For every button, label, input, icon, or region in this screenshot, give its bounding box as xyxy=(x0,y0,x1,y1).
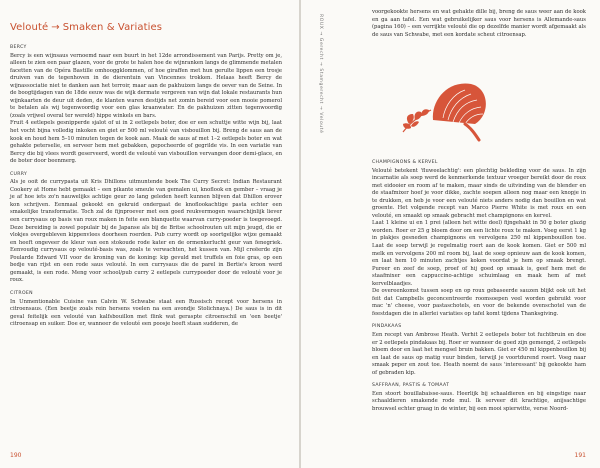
paragraph: De overeenkomst tussen soep en op roux gebaseerde sauzen blijkt ook uit het feit dat Campbells geconcentreerde roomsoepen veel worden gebruikt voor mac 'n' cheese, voor pastaschotels, en voor de bekende ovenschotel van de feestdagen die in allerlei variaties op tafel komt tijdens Thanksgiving. xyxy=(372,288,586,317)
section-heading-champignons-kervel: CHAMPIGNONS & KERVEL xyxy=(372,160,438,165)
page-number-left: 190 xyxy=(10,452,22,459)
right-text-column xyxy=(372,159,586,414)
right-page xyxy=(301,0,600,468)
running-head-title: Velouté xyxy=(10,22,49,33)
paragraph: Laat 1 kleine ui en 1 prei (alleen het witte deel) fijngehakt in 50 g boter glazig worden. Roer er 25 g bloem door om een lichte roux te maken. Voeg eerst 1 kg in plakjes gesneden champignons en vervolgens 250 ml kippenbouillon toe. Laat de soep terwijl je regelmatig roert aan de kook komen. Giet er 500 ml melk en vervolgens 200 ml room bij, laat de soep opnieuw aan de kook komen, en laat hem 10 minuten zachtjes koken voordat je hem op smaak brengt. Pureer en zeef de soep, proef of hij goed op smaak is, geef hem met de staafmixer een cappuccino-achtige schuimlaag en maak hem af met kervelblaadjes. xyxy=(372,220,586,287)
arrow-icon: → xyxy=(51,22,60,33)
paragraph: voorgekookte hersens en wat gehakte dille bij, breng de saus weer aan de kook en ga aan tafel. Een wat gebruikelijker saus voor hersens is Allemande-saus (pagina 160) – een verrijkte velouté die op dezelfde manier wordt afgemaakt als de saus van Schwabe, met een kordate scheut citroensap. xyxy=(372,9,586,38)
left-text-column xyxy=(10,44,282,329)
herb-sprig xyxy=(403,109,431,132)
running-head xyxy=(10,22,162,33)
paragraph: Bercy is een wijnsaus vernoemd naar een buurt in het 12de arrondissement van Parijs. Pretty om je, alleen te zien een paar glazen, voor de grote te halen hoe de wijnranken langs de glimmende metalen facetten van de Opéra Bastille omhooggklommen, of hoe giraffen met hun gerulte lippen een trosje druiven van de tegenhoven in de dierentuin van Vincennes trokken. Helaas heeft Bercy de wijnassociatie niet te danken aan het terroir, maar aan de pakhuizen langs de oever van de Seine. In de boogtijdagen van de 18de eeuw was de wijk dermate vergeven van wijn dat lokale restaurants hun wijnkaarten de deur uit deden, de klanten waren destijds net zomin bereid voor een mooie pomerol te betalen als wij tegenwoordig voor een glas kraanwater. En de pakhuizen zitten tegenwoordig (zoals vrijwel overal ter wereld) hippe winkels en bars. xyxy=(10,52,282,119)
right-top-text xyxy=(372,9,586,39)
side-running-head: ROUX → Gerecht → Stamgerecht → Velouté xyxy=(318,14,323,134)
running-head-subtitle: Smaken & Variaties xyxy=(62,22,163,33)
paragraph: Fruit 4 eetlepels gesnipperde sjalot of ui in 2 eetlepels boter, doe er een schuttje witte wijn bij, laat het vocht bijna volledig inkoken en giet er 500 ml velouté van visbouillon bij. Breng de saus aan de kook en houd hem 5–10 minuten tegen de kook aan. Maak de saus af met 1–2 eetlepels boter en wat gehakte peterselie, en serveer hem met gebakken, gepocheerde of gegrilde vis. In een variatie van Bercy die bij vlees wordt geserveerd, wordt de velouté van visbouillon vervangen door demi-glace, en de boter door beenmerg. xyxy=(10,120,282,165)
section-heading-pindakaas: PINDAKAAS xyxy=(372,324,402,330)
mushroom-cap xyxy=(433,83,486,124)
left-page xyxy=(0,0,299,468)
paragraph: In Unmentionable Cuisine van Calvin W. Schwabe staat een Russisch recept voor hersens in citroensaus. (Een beetje zoals rein hersens voelen na een avondje Stolichnaya.) De saus is in dit geval feitelijk een velouté van kalfsbouillon met flink wat geraspte citroenschil en 'een beetje' citroensap en suiker. Doe er, wanneer de velouté een poosje heeft staan sudderen, de xyxy=(10,298,282,328)
mushroom-illustration xyxy=(393,70,493,142)
section-heading-saffraan: SAFFRAAN, PASTIS & TOMAAT xyxy=(372,383,450,389)
paragraph: Een recept van Ambrose Heath. Verhit 2 eetlepels boter tot fuchtbruin en doe er 2 eetlepels pindakaas bij. Roer er wanneer de goed zijn gemengd, 2 eetlepels bloem door en laat het mengsel bruin bakken. Giet er 450 ml kippenbouillon bij en laat de saus op matig vuur binden, terwijl je voortdurend roert. Voeg naar smaak peper en zout toe. Heath noemt de saus 'interessant' bij gekookte ham of gebraden kip. xyxy=(372,332,586,376)
section-heading-citroen: CITROEN xyxy=(10,290,33,296)
page-number-right: 191 xyxy=(574,452,586,459)
mushroom-stem xyxy=(465,124,479,140)
section-heading-curry: CURRY xyxy=(10,171,28,177)
paragraph: Velouté betekent 'fluweelachtig': een plechtig bekleding voor de saus. In zijn incarnatie als soep werd de kenmerkende textuur vroeger bereikt door de roux met eidooier en room af te maken, maar sinds de uitvinding van de blender en de staafmixer hoef je voor dikke, zachte soepen alleen nog maar een knopje in te drukken, en heb je voor een velouté niets anders nodig dan bouillon en wat groente. Het volgende recept van Marco Pierre White is met roux en een velouté, en smaakt op smaak gebracht met champignons en kervel. xyxy=(372,167,586,219)
paragraph: Een stoort bouillabaisse-saus. Heerlijk bij schaaldieren en bij eingstige naar schaaldieren smakende rode mul. Ik serveer dit krachtige, anijsachtige brouwsel echter graag in de winter, bij een mooi spierwitte, verse Noord- xyxy=(372,390,586,412)
paragraph: Als je ooit de currypasta uit Kris Dhillons uitmuntende boek The Curry Secret: Indian Restaurant Cookery at Home hebt gemaakt – een pikante smeuïe van gemalen ui, knoflook en gember – vraag je je af hoe iets zo'n nauwelijks achtige geur zo lang geleden heeft kunnen blijven dat Dhillon erover kon schrijven. Eenmaal gekookt en gekruid ondergaat de knoflookachtige pasta echter een smakelijke transformatie. Toch zal de fijnproever met een goed reukvermogen waarschijnlijk liever een currysaus op basis van roux maken in feite een blanquette waarvan curry-poeder is toegevoegd. Deze bereiding is zowel populair bij de Japanse als bij de Britse schoolrouten uit mijn jeugd, die er vlokjes overgebleven kippenvlees doorheen roerden. Pub curry wordt op soortgelijke wijze gemaakt en heeft ongeveer de kleur van een stokoude rode kater en de ormenkerlucht geur van fenegriek. Eenvoudig currysaus op velouté-basis was, zoals te verwachten, het kussen van. Mijl creëerde zijn Poularde Edward VII voor de kroning van de koning: kip gevuld met truffels en foie gras, op een bedje van rijst en een rode saus velouté. In een currysaus die de parel in Bertie's kroon werd gemaakt, is een rode. Meng voor school/pub curry 2 eetlepels currypoeder door de velouté voor je roux. xyxy=(10,179,282,284)
section-heading-bercy: BERCY xyxy=(10,45,27,50)
